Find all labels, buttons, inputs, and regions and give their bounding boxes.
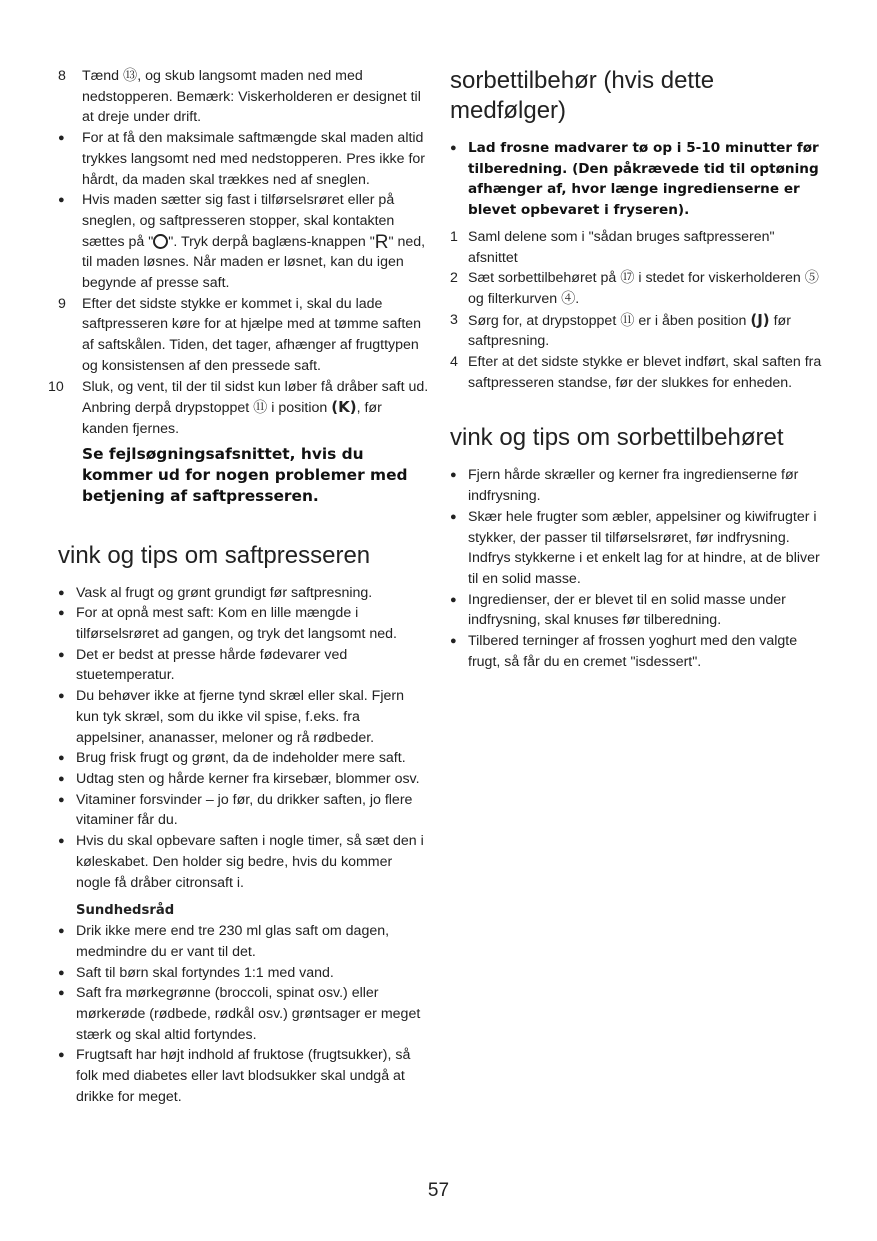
thaw-note xyxy=(450,138,822,221)
reverse-r-icon: R xyxy=(374,231,389,253)
list-item-text: Du behøver ikke at fjerne tynd skræl eller skal. Fjern kun tyk skræl, som du ikke vil spise, f.eks. fra appelsiner, ananasser, meloner og rå rødbeder. xyxy=(76,688,405,746)
bullet-icon xyxy=(58,686,78,708)
bullet-icon xyxy=(58,1045,78,1067)
list-item-text: Saft fra mørkegrønne (broccoli, spinat osv.) eller mørkerøde (rødbede, rødkål osv.) grøntsager er meget stærk og skal altid fortyndes. xyxy=(76,985,421,1043)
list-item-text: Fjern hårde skræller og kerner fra ingredienserne før indfrysning. xyxy=(468,467,799,505)
list-item-text: Tilbered terninger af frossen yoghurt med den valgte frugt, så får du en cremet "isdessert". xyxy=(468,633,798,670)
list-item-text: Brug frisk frugt og grønt, da de indeholder mere saft. xyxy=(76,750,406,767)
bullet-icon xyxy=(58,583,78,605)
bullet-icon xyxy=(58,190,78,212)
bullet-icon xyxy=(450,138,470,160)
list-item xyxy=(450,507,822,590)
bullet-icon xyxy=(58,603,78,625)
step-text-pre: Sørg for, at drypstoppet xyxy=(468,312,621,329)
bullet-icon xyxy=(450,465,470,487)
bullet-text-post: " ned, til maden løsnes. Når maden er løsnet, kan du igen begynde af presse saft. xyxy=(82,233,426,292)
step-text: Efter det sidste stykke er kommet i, skal du lade saftpresseren køre for at hjælpe med at tømme saften af saftskålen. Tiden, det tager, afhænger af frugttypen og konsistensen af den pressede saft. xyxy=(82,295,422,374)
bullet-icon xyxy=(58,921,78,943)
step-9 xyxy=(58,294,430,377)
step-text-pre: Sæt sorbettilbehøret på xyxy=(468,270,621,287)
list-item-text: Vask al frugt og grønt grundigt før saftpresning. xyxy=(76,584,373,601)
step-text-post: før saftpresning. xyxy=(468,312,791,350)
list-item xyxy=(58,790,430,831)
step-number: 1 xyxy=(450,228,458,245)
bullet-icon xyxy=(58,128,78,150)
step-text-mid2: og filterkurven xyxy=(468,290,562,307)
sorbet-steps xyxy=(450,227,822,394)
step-1 xyxy=(450,227,822,268)
list-item xyxy=(58,769,430,790)
list-item xyxy=(58,983,430,1045)
bullet-text-pre: Hvis maden sætter sig fast i tilførselsrøret eller på sneglen, og saftpresseren stopper, skal kontakten sættes på " xyxy=(82,192,395,250)
health-list xyxy=(58,921,430,1107)
bullet-icon xyxy=(58,645,78,667)
step-text-mid: er i åben position xyxy=(634,312,751,329)
part-ref: ⑪ xyxy=(620,312,635,329)
list-item xyxy=(58,963,430,984)
list-item xyxy=(58,748,430,769)
thaw-note-text: Lad frosne madvarer tø op i 5-10 minutter før tilberedning. (Den påkrævede tid til optøning afhænger af, hvor længe ingredienserne er blevet opbevaret i fryseren). xyxy=(468,140,819,219)
list-item-text: Det er bedst at presse hårde fødevarer ved stuetemperatur. xyxy=(76,646,348,684)
step-text-pre: Tænd xyxy=(82,68,124,84)
sorbet-heading: sorbettilbehør (hvis dette medfølger) xyxy=(450,67,715,124)
bullet-item xyxy=(58,128,430,190)
position-letter: (J) xyxy=(750,310,770,329)
bullet-icon xyxy=(450,631,470,653)
page-number: 57 xyxy=(427,1180,450,1201)
position-letter: (K) xyxy=(331,398,357,417)
part-ref: ⑤ xyxy=(804,270,819,287)
sorbet-tips-heading: vink og tips om sorbettilbehøret xyxy=(450,424,784,452)
step-number: 8 xyxy=(58,68,66,84)
list-item-text: Hvis du skal opbevare saften i nogle timer, så sæt den i køleskabet. Den holder sig bedre, hvis du kommer nogle få dråber citronsaft i. xyxy=(76,833,424,891)
step-10 xyxy=(48,377,430,440)
step-text-mid: i position xyxy=(267,400,332,417)
step-text-post: , før kanden fjernes. xyxy=(82,400,382,437)
list-item xyxy=(58,921,430,962)
bullet-icon xyxy=(58,790,78,812)
bullet-icon xyxy=(58,769,78,791)
step-3 xyxy=(450,310,822,352)
list-item xyxy=(450,631,822,672)
bullet-icon xyxy=(58,983,78,1005)
step-text: Efter at det sidste stykke er blevet indført, skal saften fra saftpresseren standse, før der slukkes for enheden. xyxy=(468,354,822,391)
step-number: 4 xyxy=(450,354,458,371)
step-text-mid: i stedet for viskerholderen xyxy=(634,270,805,287)
list-item xyxy=(58,686,430,748)
list-item-text: Saft til børn skal fortyndes 1:1 med vand. xyxy=(76,964,334,981)
step-text-pre: Sluk, og vent, til der til sidst kun løber få dråber saft ud. Anbring derpå drypstoppet xyxy=(82,378,429,417)
list-item xyxy=(58,1045,430,1107)
list-item-text: Skær hele frugter som æbler, appelsiner og kiwifrugter i stykker, der passer til tilførselsrøret, før indfrysning. Indfrys stykkerne i et enkelt lag for at hindre, at de bliver til en solid masse. xyxy=(468,508,820,587)
step-text-post: . xyxy=(575,290,580,307)
list-item xyxy=(58,645,430,686)
list-item xyxy=(58,603,430,644)
bullet-text: For at få den maksimale saftmængde skal maden altid trykkes langsomt ned med nedstopperen. Pres ikke for hårdt, da maden skal trækkes ned af sneglen. xyxy=(82,130,426,188)
part-ref: ⑪ xyxy=(253,400,268,417)
tips-list xyxy=(58,583,430,894)
list-item xyxy=(58,831,430,893)
part-ref: ④ xyxy=(561,290,576,307)
step-2 xyxy=(450,268,822,309)
sorbet-tips-list xyxy=(450,465,822,672)
step-number: 3 xyxy=(450,311,458,328)
list-item-text: For at opnå mest saft: Kom en lille mængde i tilførselsrøret ad gangen, og tryk det langsomt ned. xyxy=(76,605,397,643)
bullet-icon xyxy=(450,590,470,612)
off-switch-icon xyxy=(153,234,168,249)
list-item-text: Drik ikke mere end tre 230 ml glas saft om dagen, medmindre du er vant til det. xyxy=(76,923,390,960)
bullet-icon xyxy=(58,963,78,985)
step-4 xyxy=(450,352,822,393)
right-column xyxy=(450,66,822,672)
health-heading: Sundhedsråd xyxy=(76,903,175,919)
bullet-text-mid: ". Tryk derpå baglæns-knappen " xyxy=(168,233,375,250)
list-item xyxy=(450,590,822,631)
bullet-item xyxy=(58,190,430,294)
list-item-text: Frugtsaft har højt indhold af fruktose (frugtsukker), så folk med diabetes eller lavt blodsukker skal undgå at drikke for meget. xyxy=(76,1047,411,1105)
step-number: 10 xyxy=(48,378,64,395)
part-ref: ⑰ xyxy=(620,270,635,287)
part-ref: ⑬ xyxy=(123,68,138,84)
step-number: 2 xyxy=(450,270,458,287)
step-text: Saml delene som i "sådan bruges saftpresseren" afsnittet xyxy=(468,228,775,266)
step-number: 9 xyxy=(58,295,66,312)
list-item-text: Udtag sten og hårde kerner fra kirsebær, blommer osv. xyxy=(76,770,420,787)
list-item-text: Ingredienser, der er blevet til en solid masse under indfrysning, skal knuses før tilberedning. xyxy=(468,591,786,629)
bullet-icon xyxy=(450,507,470,529)
list-item xyxy=(450,465,822,506)
troubleshoot-note: Se fejlsøgningsafsnittet, hvis du kommer ud for nogen problemer med betjening af saftpresseren. xyxy=(82,444,408,505)
tips-heading: vink og tips om saftpresseren xyxy=(58,541,371,569)
left-column xyxy=(48,66,430,1108)
step-8 xyxy=(58,66,430,128)
list-item xyxy=(58,583,430,604)
bullet-icon xyxy=(58,748,78,770)
list-item-text: Vitaminer forsvinder – jo før, du drikker saften, jo flere vitaminer får du. xyxy=(76,791,413,829)
bullet-icon xyxy=(58,831,78,853)
step-text-post: , og skub langsomt maden ned med nedstopperen. Bemærk: Viskerholderen er designet til at dreje under drift. xyxy=(82,68,421,126)
